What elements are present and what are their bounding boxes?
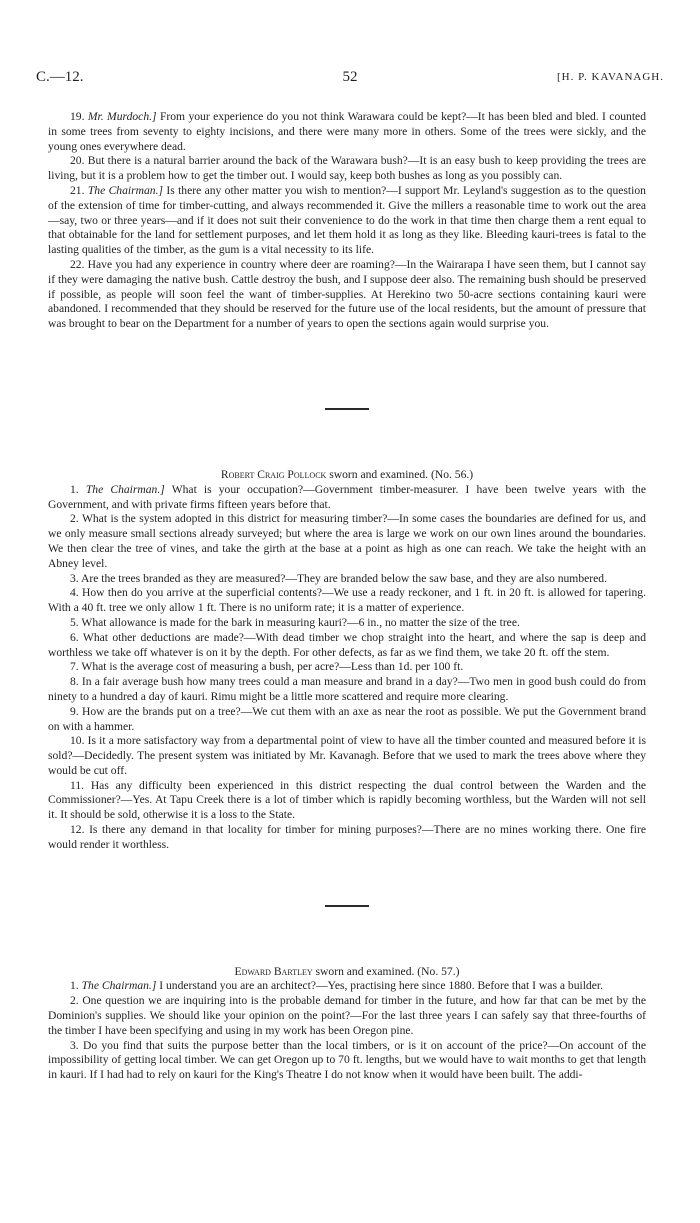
question-paragraph (48, 675, 646, 705)
witness-name: Robert Craig Pollock (220, 467, 327, 481)
speaker-name: The Chairman.] (87, 183, 164, 197)
speaker-name: The Chairman.] (85, 482, 165, 496)
question-text: But there is a natural barrier around the back of the Warawara bush?—It is an easy bush to keep providing the trees are living, but it is a problem how to get the timber out. I would say, keep both bushes as long as you possibly can. (48, 154, 646, 183)
question-number: 9. (70, 704, 79, 718)
speaker-name: The Chairman.] (81, 979, 157, 993)
question-text: I understand you are an architect?—Yes, practising here since 1880. Before that I was a builder. (159, 979, 603, 993)
question-number: 8. (70, 675, 79, 689)
question-text: Have you had any experience in country where deer are roaming?—In the Wairarapa I have seen them, but I cannot say if they were damaging the native bush. Cattle destroy the bush, and I suppose deer also. The remaining bush should be preserved if possible, as people will soon feel the want of timber-supplies. At Herekino two 50-acre sections containing kauri were abandoned. I recommended that they should be reserved for the future use of the local residents, but the amount of pressure that was brought to bear on the Department for a number of years to open the sections again would surprise you. (48, 257, 646, 331)
question-text: From your experience do you not think Warawara could be kept?—It has been bled and bled. I counted in some trees from seventy to eighty incisions, and there were many more in others. Some of the trees were sickly, and the young ones everywhere dead. (48, 110, 646, 153)
section-bartley-evidence (48, 965, 646, 1083)
question-text: How are the brands put on a tree?—We cut them with an axe as near the root as possible. We put the Government brand on with a hammer. (48, 704, 647, 733)
question-number: 11. (70, 778, 85, 792)
question-text: Is there any demand in that locality for timber for mining purposes?—There are no mines working there. One fire would render it worthless. (48, 823, 646, 851)
question-paragraph (48, 1039, 646, 1083)
question-text: Is there any other matter you wish to mention?—I support Mr. Leyland's suggestion as to the question of the extension of time for timber-cutting, and always recommended it. Give the millers a reasonable time to work out the area—say, two or three years—and if it does not suit their convenience to do the work in that time then charge them a rent equal to that obtainable for the land for settlement purposes, and let them hold it as long as they like. Bleeding kauri-trees is fatal to the lasting qualities of the timber, as the gum is a vital necessity to its life. (48, 183, 646, 257)
question-number: 1. (70, 979, 79, 993)
question-paragraph (48, 616, 646, 631)
page-number: 52 (342, 69, 358, 85)
question-number: 22. (70, 257, 85, 271)
question-text: What other deductions are made?—With dead timber we chop straight into the heart, and where the sap is deep and worthless we take off whatever is on it by the depth. For other defects, as far as we find them, we take 20 ft. off the stem. (48, 630, 646, 659)
question-text: One question we are inquiring into is the probable demand for timber in the future, and how far that can be met by the Dominion's supplies. We should like your opinion on the point?—For the last three years I can safely say that three-fourths of the timber I have been specifying and using in my work has been Oregon pine. (48, 994, 646, 1037)
question-paragraph (48, 110, 646, 154)
question-number: 20. (70, 154, 85, 168)
witness-heading (48, 468, 646, 483)
question-number: 7. (70, 660, 79, 674)
question-paragraph (48, 512, 646, 571)
section-divider (325, 408, 369, 410)
document-body (48, 110, 646, 1083)
question-paragraph (48, 483, 646, 513)
question-paragraph (48, 994, 646, 1038)
paper-reference: C.—12. (36, 69, 84, 85)
question-paragraph (48, 705, 646, 735)
question-paragraph (48, 572, 646, 587)
question-text: Has any difficulty been experienced in this district respecting the dual control between the Warden and the Commissioner?—Yes. At Tapu Creek there is a lot of timber which is rapidly becoming worthless, but the Warden will not sell it. It should be sold, otherwise it is a loss to the State. (48, 778, 647, 822)
question-text: What is the system adopted in this district for measuring timber?—In some cases the boundaries are defined for us, and we only measure small sections already surveyed; but where the area is large we work on our own lines around the boundaries. We then clear the tree of vines, and take the girth at the base at a point as high as one can reach. We take the height with an Abney level. (48, 512, 646, 570)
question-text: How then do you arrive at the superficial contents?—We use a ready reckoner, and 1 ft. in 20 ft. is allowed for tapering. With a 40 ft. tree we only allow 1 ft. There is no uniform rate; it is a matter of experience. (48, 586, 646, 615)
question-number: 1. (70, 482, 79, 496)
question-number: 3. (70, 571, 79, 585)
question-paragraph (48, 660, 646, 675)
question-number: 3. (70, 1038, 79, 1052)
question-number: 21. (70, 183, 85, 197)
question-paragraph (48, 184, 646, 258)
question-number: 4. (70, 586, 79, 600)
question-paragraph (48, 979, 646, 994)
question-number: 2. (70, 994, 79, 1008)
witness-heading-suffix: sworn and examined. (No. 56.) (329, 467, 474, 481)
question-text: What allowance is made for the bark in measuring kauri?—6 in., no matter the size of the tree. (81, 615, 520, 629)
question-text: Is it a more satisfactory way from a departmental point of view to have all the timber counted and measured before it is sold?—Decidedly. The present system was initiated by Mr. Kavanagh. Before that we used to mark the trees above where they would be cut off. (48, 734, 646, 777)
witness-name: Edward Bartley (234, 964, 313, 978)
question-paragraph (48, 823, 646, 853)
question-number: 10. (70, 734, 85, 748)
section-pollock-evidence (48, 468, 646, 853)
question-text: What is your occupation?—Government timber-measurer. I have been twelve years with the Government, and with private firms fifteen years before that. (48, 482, 646, 511)
question-number: 19. (70, 110, 85, 123)
question-number: 5. (70, 615, 79, 629)
witness-heading (48, 965, 646, 980)
section-murdoch-questions (48, 110, 646, 332)
section-divider (325, 905, 369, 907)
page-header (36, 70, 664, 90)
question-text: Do you find that suits the purpose better than the local timbers, or is it on account of the price?—On account of the impossibility of getting local timber. We can get Oregon up to 70 ft. lengths, but we would have to wait months to get that length in kauri. If I had had to rely on kauri for the King's Theatre I do not know when it would have been built. The addi- (48, 1038, 646, 1082)
speaker-name: Mr. Murdoch.] (87, 110, 157, 123)
question-number: 6. (70, 630, 79, 644)
question-text: In a fair average bush how many trees could a man measure and brand in a day?—Two men in good bush could do from ninety to a hundred a day of kauri. Rimu might be a little more scattered and require more clearing. (48, 675, 646, 703)
witness-heading-suffix: sworn and examined. (No. 57.) (315, 964, 460, 978)
question-number: 12. (70, 823, 85, 837)
question-number: 2. (70, 512, 79, 526)
question-paragraph (48, 734, 646, 778)
question-paragraph (48, 154, 646, 184)
question-paragraph (48, 258, 646, 332)
witness-running-head: [H. P. KAVANAGH. (557, 71, 664, 83)
question-text: Are the trees branded as they are measured?—They are branded below the saw base, and they are also numbered. (80, 571, 607, 585)
question-paragraph (48, 779, 646, 823)
question-paragraph (48, 586, 646, 616)
question-paragraph (48, 631, 646, 661)
question-text: What is the average cost of measuring a bush, per acre?—Less than 1d. per 100 ft. (81, 660, 464, 674)
